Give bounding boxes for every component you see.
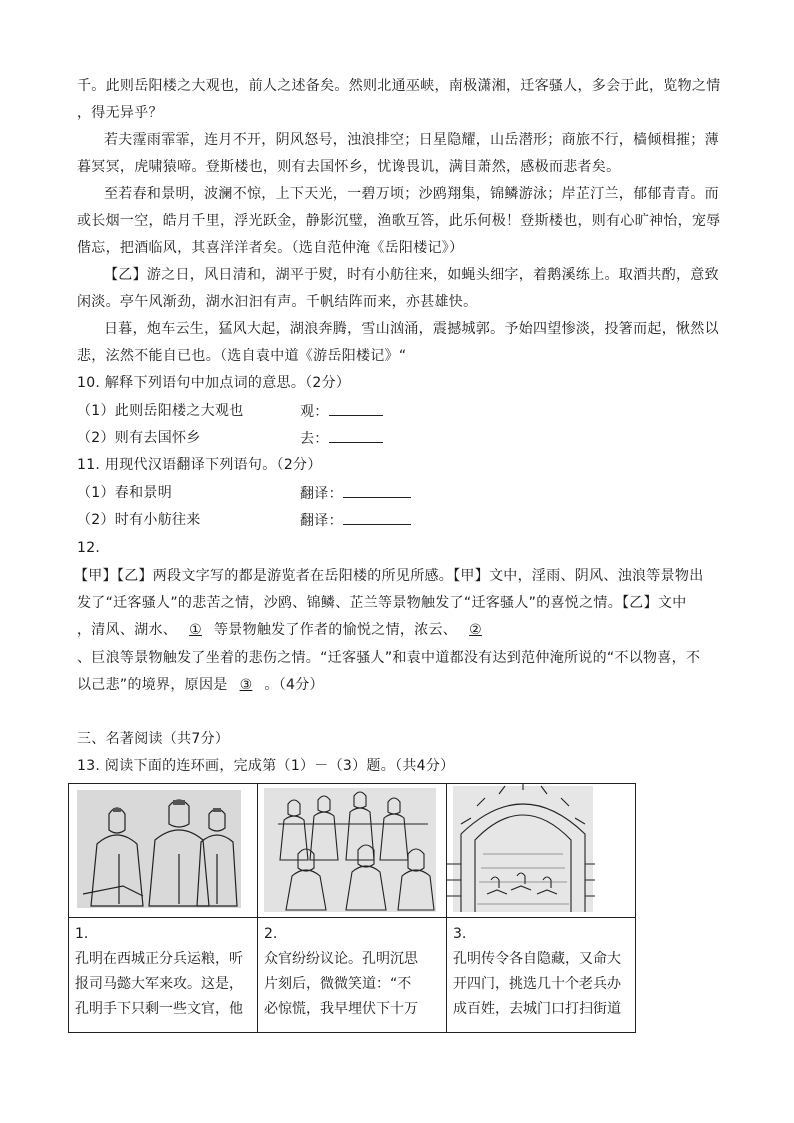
caption-line: 必惊慌，我早埋伏下十万 xyxy=(264,1001,418,1017)
passage-line: 【乙】游之日，风日清和，湖平于熨，时有小舫往来，如蝇头细字，着鹅溪练上。取酒共酌，意致 xyxy=(104,267,719,283)
caption-line: 报司马懿大军来攻。这是， xyxy=(75,976,243,992)
caption-line: 1. xyxy=(75,926,89,942)
comic-caption-3 xyxy=(447,918,635,1032)
caption-line: 孔明在西城正分兵运粮，听 xyxy=(75,951,243,967)
passage-line: 闲淡。亭午风渐劲，湖水汩汩有声。千帆结阵而来，亦甚雄快。 xyxy=(77,294,478,310)
q10-item2-answer xyxy=(300,428,383,449)
q11-item1-answer xyxy=(300,483,411,504)
q12-text: ，清风、湖水、 xyxy=(77,622,178,638)
passage-line: 偕忘，把酒临风，其喜洋洋者矣。（选自范仲淹《岳阳楼记》） xyxy=(77,240,464,256)
caption-line: 孔明传令各自隐藏，又命大 xyxy=(453,951,621,967)
q11-item2-blank[interactable] xyxy=(343,510,411,525)
caption-line: 片刻后，微微笑道：“不 xyxy=(264,976,412,992)
comic-caption-1 xyxy=(69,918,257,1032)
comic-illustration-3 xyxy=(447,784,635,917)
caption-line: 3. xyxy=(453,926,467,942)
q10-item2-blank[interactable] xyxy=(329,428,383,443)
comic-caption-cell xyxy=(447,918,636,1033)
q10-item2-label: 去： xyxy=(300,431,329,447)
q10-item1-answer xyxy=(300,401,383,422)
q11-item1-label: 翻译： xyxy=(300,486,343,502)
passage-line: 日暮，炮车云生，猛风大起，湖浪奔腾，雪山汹涌，震撼城郭。予始四望惨淡，投箸而起，愀然以 xyxy=(104,321,719,337)
q12-blank-3[interactable]: ③ xyxy=(239,677,253,693)
passage-line: 悲，泫然不能自已也。（选自袁中道《游岳阳楼记》“ xyxy=(77,348,407,364)
passage-line: 或长烟一空，皓月千里，浮光跃金，静影沉璧，渔歌互答，此乐何极！登斯楼也，则有心旷神怡，宠辱 xyxy=(77,213,721,229)
q12-line: 、巨浪等景物触发了坐着的悲伤之情。“迁客骚人”和袁中道都没有达到范仲淹所说的“不以物喜，不 xyxy=(77,650,701,666)
q11-item2: （2）时有小舫往来 xyxy=(77,512,201,528)
caption-line: 孔明手下只剩一些文官，他 xyxy=(75,1001,243,1017)
comic-caption-2 xyxy=(258,918,446,1032)
comic-table xyxy=(68,783,636,1033)
caption-line: 开四门，挑选几十个老兵办 xyxy=(453,976,621,992)
caption-line: 众官纷纷议论。孔明沉思 xyxy=(264,951,418,967)
comic-illustration-2 xyxy=(258,784,446,917)
caption-line: 2. xyxy=(264,926,278,942)
passage-line: 若夫霪雨霏霏，连月不开，阴风怒号，浊浪排空；日星隐耀，山岳潜形；商旅不行，樯倾楫摧；薄 xyxy=(104,132,719,148)
q11-item1-blank[interactable] xyxy=(343,483,411,498)
passage-line: 至若春和景明，波澜不惊，上下天光，一碧万顷；沙鸥翔集，锦鳞游泳；岸芷汀兰，郁郁青青。而 xyxy=(104,186,719,202)
q10-item1-label: 观： xyxy=(300,404,329,420)
q11-item2-label: 翻译： xyxy=(300,513,343,529)
q12-line xyxy=(77,675,324,695)
q12-blank-1[interactable]: ① xyxy=(189,622,202,638)
passage-line: 千。此则岳阳楼之大观也，前人之述备矣。然则北通巫峡，南极潇湘，迁客骚人，多会于此，览物之情 xyxy=(77,78,721,94)
comic-image-cell xyxy=(69,784,258,918)
q11-item1: （1）春和景明 xyxy=(77,485,173,501)
q11-stem: 11. 用现代汉语翻译下列语句。（2分） xyxy=(77,457,322,473)
q11-item2-answer xyxy=(300,510,411,531)
q10-item1-blank[interactable] xyxy=(329,401,383,416)
passage-line: ，得无异乎？ xyxy=(77,105,163,121)
comic-image-cell xyxy=(258,784,447,918)
q12-text: 以己悲”的境界，原因是 xyxy=(77,677,228,693)
comic-caption-cell xyxy=(69,918,258,1033)
q10-item1: （1）此则岳阳楼之大观也 xyxy=(77,403,244,419)
q12-line xyxy=(77,620,494,640)
comic-caption-cell xyxy=(258,918,447,1033)
passage-line: 暮冥冥，虎啸猿啼。登斯楼也，则有去国怀乡，忧谗畏讥，满目萧然，感极而悲者矣。 xyxy=(77,159,621,175)
section-title: 三、名著阅读（共7分） xyxy=(77,731,230,747)
comic-image-cell xyxy=(447,784,636,918)
q12-blank-2[interactable]: ② xyxy=(469,622,482,638)
comic-illustration-1 xyxy=(69,784,257,917)
q12-text: 。（4分） xyxy=(264,677,324,693)
q12-line: 发了“迁客骚人”的悲苦之情，沙鸥、锦鳞、芷兰等景物触发了“迁客骚人”的喜悦之情。【乙】文中 xyxy=(77,595,687,611)
q12-text: 等景物触发了作者的愉悦之情，浓云、 xyxy=(213,622,458,638)
caption-line: 成百姓，去城门口打扫街道 xyxy=(453,1001,621,1017)
q12-line: 【甲】【乙】两段文字写的都是游览者在岳阳楼的所见所感。【甲】文中，淫雨、阴风、浊浪等景物出 xyxy=(74,568,704,584)
q13-stem: 13. 阅读下面的连环画，完成第（1）－（3）题。（共4分） xyxy=(77,758,455,774)
q10-item2: （2）则有去国怀乡 xyxy=(77,430,201,446)
q10-stem: 10. 解释下列语句中加点词的意思。（2分） xyxy=(77,375,351,391)
q12-number: 12. xyxy=(77,540,101,556)
